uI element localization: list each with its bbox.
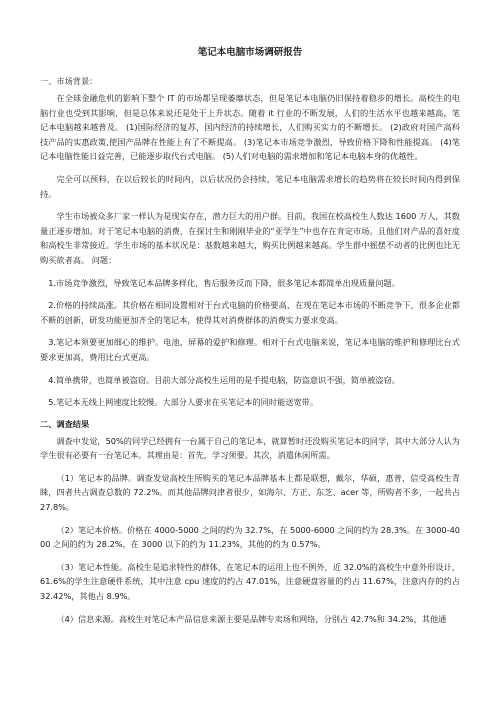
problem-item-3: 3.笔记本须要更加细心的维护。电池，屏幕的爱护和修理。相对于台式电脑来说，笔记本电脑的维护和修理比台式要求更加高，费用比台式更高。 [40, 337, 460, 362]
paragraph-forecast: 完全可以预料，在以后较长的时间内，以后状况仍会持续，笔记本电脑需求增长的趋势将在较长时间内得到保持。 [40, 173, 460, 199]
paragraph-market-background: 在全球金融危机的影响下整个 IT 的市场都呈现萎靡状态，但是笔记本电脑仍旧保持着稳步的增长。高校生的电脑行业也受到其影响，但是总体来说还是处于上升状态。随着 it 行业的不断发展，人们的生活水平也越来越高，笔记本电脑越来越普及。 (1)国际经济的复苏，国内经济的持续增长，人们购买实力的不断增长。 (2)政府对国产高科技产品的实惠政策,使国产品牌在性能上有了不断提高。 (3)笔记本市场竞争激烈，导致价格下降和性能提高。 (4)笔记本电脑性能日益完善，已能逐步取代台式电脑。 (5)人们对电脑的需求增加和笔记本电脑本身的优越性。 [40, 93, 460, 162]
paragraph-survey-intro: 调查中发觉，50%的同学已经拥有一台属于自己的笔记本，就算暂时还没购买笔记本的同学，其中大部分人认为学生很有必要有一台笔记本。其理由是：首先，学习须要。其次，消遣休闲所需。 [40, 435, 460, 461]
document-title: 笔记本电脑市场调研报告 [197, 47, 303, 58]
paragraph-student-market: 学生市场被众多厂家一样认为是现实存在，潜力巨大的用户群。目前，我国在校高校生人数达 1600 万人，其数量正逐步增加。对于笔记本电脑的消费，在探讨生和刚刚毕业的“亚学生”中也存在肯定市场。且他们对产品的喜好度和高校生非常接近。学生市场的基本状况是：基数越来越大，购买比例越来越高。学生群中摇摆不动者的比例也比无购买欲者高。 问题： [40, 211, 460, 265]
problem-item-4: 4.简单携带，也简单被盗窃。目前大部分高校生运用的是手提电脑，防盗意识不强，简单被盗窃。 [48, 374, 400, 385]
section-heading-results: 二、调查结果 [40, 418, 90, 429]
result-info-source: （4）信息来源。高校生对笔记本产品信息来源主要是品牌专卖场和网络，分别占 42.7%和 34.2%，其他通 [56, 613, 447, 624]
result-brand: （1）笔记本的品牌。调查发觉高校生所购买的笔记本品牌基本上都是联想，戴尔，华硕，惠普，信受高校生青睐，四者共占调查总数的 72.2%。而其他品牌问津者很少，如海尔、方正、东芝、acer 等，所购者不多，一起共占 27.8%。 [40, 472, 460, 513]
problem-item-5: 5.笔记本无线上网速度比较慢。大部分人要求在买笔记本的同时能送宽带。 [48, 397, 319, 408]
problem-item-1: 1.市场竞争激烈，导致笔记本品牌多样化，售后服务反而下降，很多笔记本都简单出现质量问题。 [48, 277, 400, 288]
result-price: （2）笔记本价格。价格在 4000-5000 之间的约为 32.7%，在 5000-6000 之间的约为 28.3%。在 3000-4000 之间的约为 28.2%，在 3000 以下的约为 11.23%，其他的约为 0.57%。 [40, 524, 460, 550]
result-performance: （3）笔记本性能。高校生是追求特性的群体，在笔记本的运用上也不例外，近 32.0%的高校生中意外形设计，61.6%的学生注意硬件系统，其中注意 cpu 速度的约占 47.01%，注意硬盘容量的约占 11.67%，注意内存的约占 32.42%，其他占 8.9%。 [40, 561, 460, 602]
problem-item-2: 2.价格的持续高涨。其价格在相同设置相对于台式电脑的价格要高，在现在笔记本市场的不断竞争下，很多企业都不断的创新，研发功能更加齐全的笔记本，使得其对消费群体的消费实力要求变高。 [40, 300, 460, 325]
section-heading-background: 一、市场背景： [40, 76, 98, 86]
